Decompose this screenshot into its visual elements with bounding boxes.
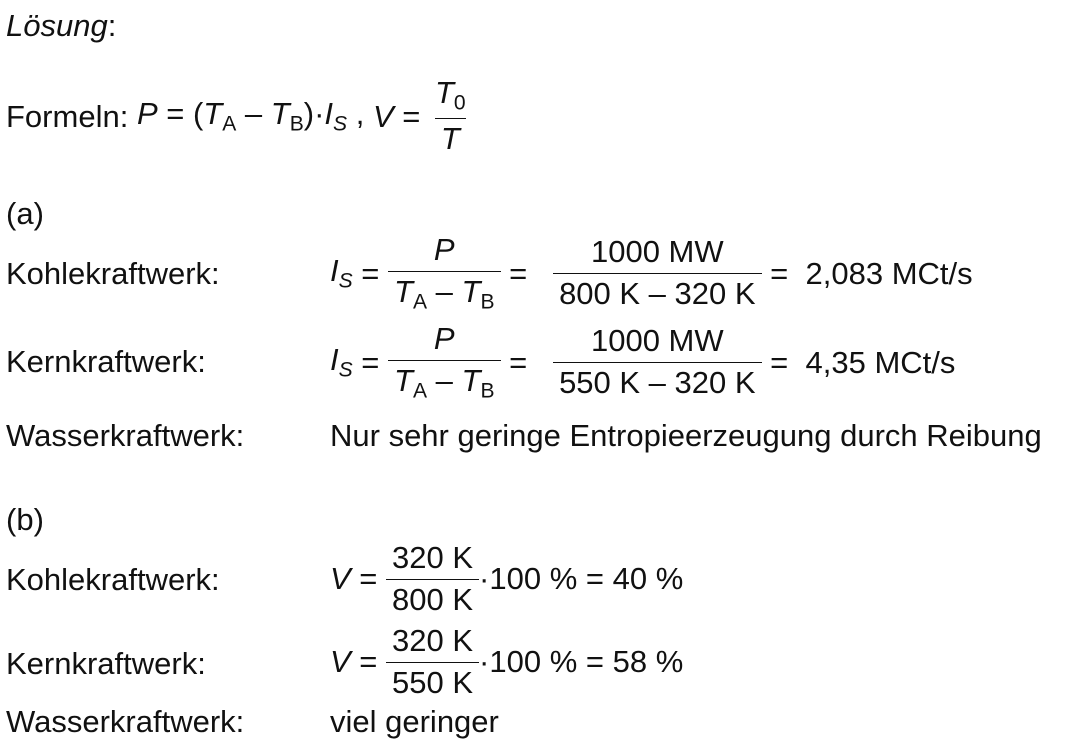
label-kohle-a: Kohlekraftwerk: — [6, 256, 220, 291]
formulas-label: Formeln: — [6, 98, 129, 134]
kern-a-fraction: $\frac{1000 MW}{550 K - 320 K}$ — [553, 324, 762, 400]
kohle-a-result: 2,083 MCt/s — [805, 255, 973, 291]
kohle-b-fraction: $\frac{320 K}{800 K}$ — [386, 541, 479, 617]
kern-a-result: 4,35 MCt/s — [805, 344, 956, 380]
efficiency-fraction: $\frac{T_0}{T}$ — [434, 75, 466, 157]
efficiency-formula: V = — [372, 98, 429, 134]
label-kohle-b: Kohlekraftwerk: — [6, 562, 220, 597]
kohle-b-result: ·100 % = 40 % — [479, 561, 684, 597]
p-over-t-fraction: $\frac{P}{T_A - T_B}$ — [388, 233, 500, 314]
label-wasser-a: Wasserkraftwerk: — [6, 418, 245, 453]
label-kern-a: Kernkraftwerk: — [6, 344, 206, 379]
part-b-label: (b) — [6, 502, 44, 537]
wasser-a-text: Nur sehr geringe Entropieerzeugung durch Reibung — [330, 418, 1042, 453]
formulas-line — [6, 76, 472, 157]
kohle-b-equation: V = $\frac{320 K}{800 K}$ ·100 % = 40 % — [330, 540, 684, 617]
power-formula: $P = (T_A - T_B)\cdot I_S$ , — [136, 96, 373, 136]
label-kern-b: Kernkraftwerk: — [6, 646, 206, 681]
solution-heading: Lösung: — [6, 8, 117, 43]
kohle-a-equation: $I_S$ = $\frac{P}{T_A - T_B}$ = $\frac{1000 MW}{800 K - 320 K}$ = 2,083 MCt/s — [330, 232, 973, 314]
kern-b-result: ·100 % = 58 % — [479, 644, 684, 680]
label-wasser-b: Wasserkraftwerk: — [6, 704, 245, 739]
kohle-a-fraction: $\frac{1000 MW}{800 K - 320 K}$ — [553, 235, 762, 311]
kern-b-equation: V = $\frac{320 K}{550 K}$ ·100 % = 58 % — [330, 623, 684, 700]
part-a-label: (a) — [6, 196, 44, 231]
p-over-t-fraction: $\frac{P}{T_A - T_B}$ — [388, 322, 500, 403]
kern-b-fraction: $\frac{320 K}{550 K}$ — [386, 624, 479, 700]
wasser-b-text: viel geringer — [330, 704, 499, 739]
kern-a-equation: $I_S$ = $\frac{P}{T_A - T_B}$ = $\frac{1000 MW}{550 K - 320 K}$ = 4,35 MCt/s — [330, 321, 956, 403]
